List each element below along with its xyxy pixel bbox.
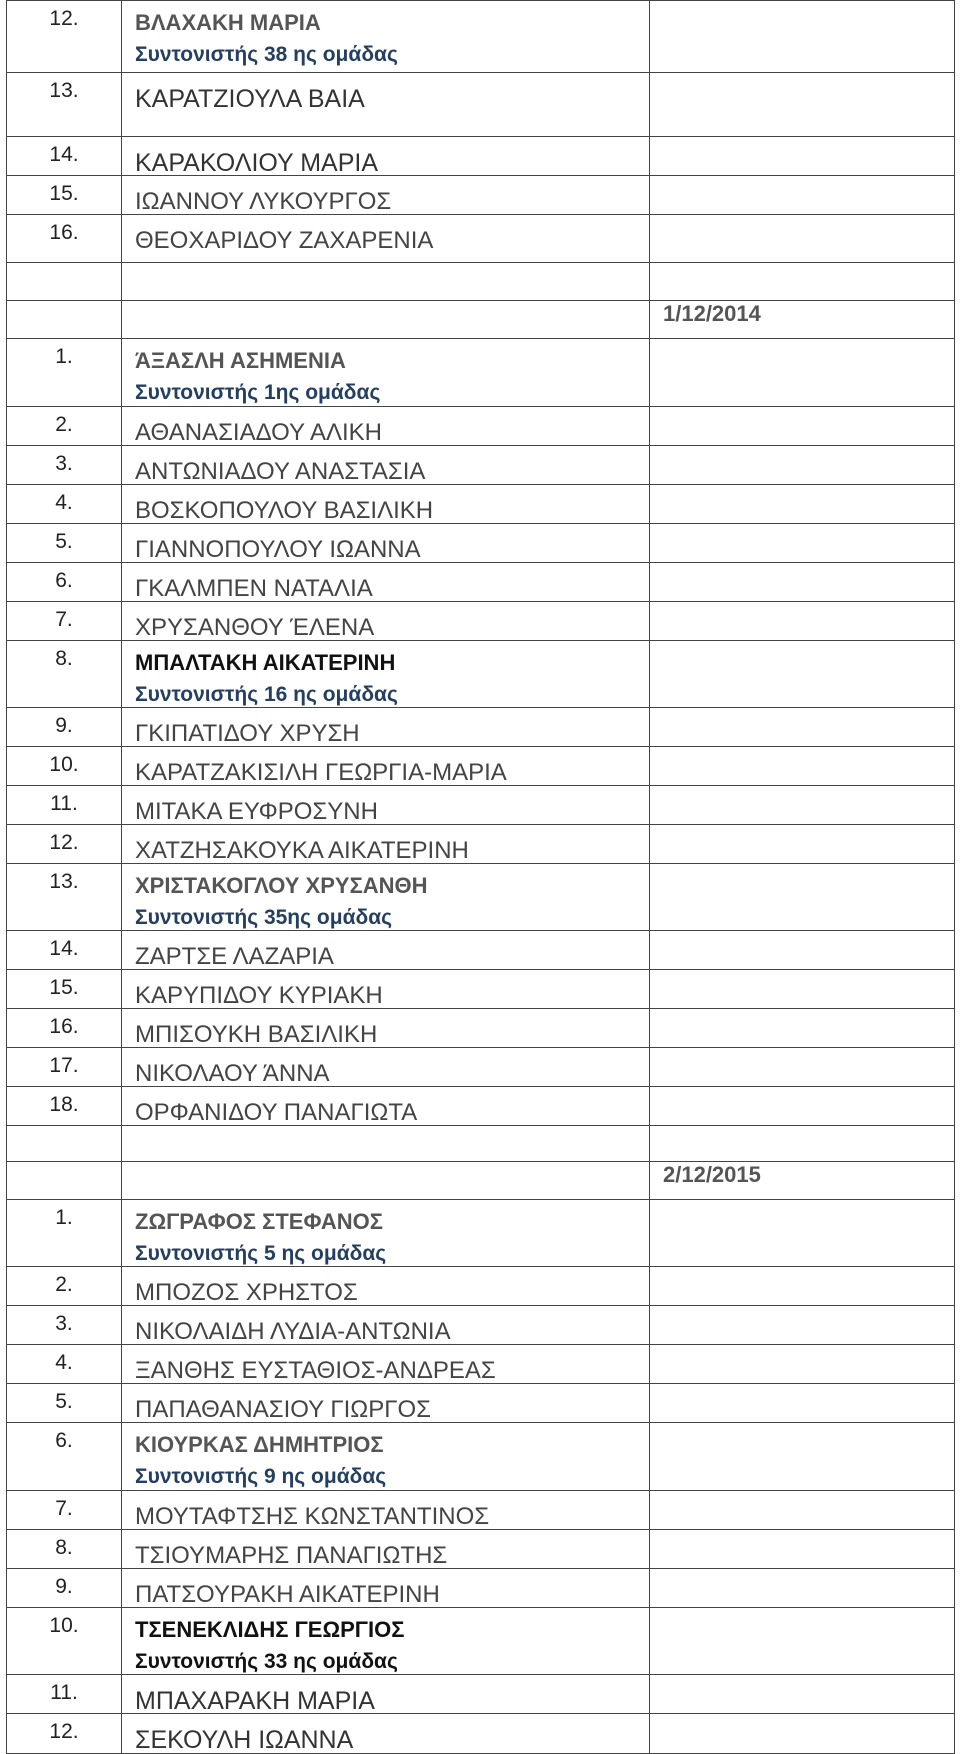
- member-name-cell: [122, 524, 650, 563]
- date-cell: [650, 485, 955, 524]
- date-cell: [650, 825, 955, 864]
- member-name: ΚΑΡΑΤΖΙΟΥΛΑ ΒΑΙΑ: [135, 85, 365, 113]
- date-cell: [650, 931, 955, 970]
- table-row: [7, 176, 955, 215]
- table-row: [7, 485, 955, 524]
- member-name-cell: [122, 864, 650, 931]
- table-row: [7, 708, 955, 747]
- row-number: 12.: [7, 825, 122, 864]
- member-name: ΓΚΑΛΜΠΕΝ ΝΑΤΑΛΙΑ: [135, 575, 373, 602]
- table-row: [7, 73, 955, 137]
- date-cell: [650, 215, 955, 263]
- member-name-cell: [122, 825, 650, 864]
- member-name: ΒΛΑΧΑΚΗ ΜΑΡΙΑ: [135, 10, 321, 35]
- table-row: [7, 970, 955, 1009]
- row-number: 9.: [7, 1569, 122, 1608]
- date-cell: [650, 1714, 955, 1754]
- member-name: ΘΕΟΧΑΡΙΔΟΥ ΖΑΧΑΡΕΝΙΑ: [135, 227, 434, 254]
- row-number: 11.: [7, 1675, 122, 1714]
- member-name-cell: [122, 1530, 650, 1569]
- member-name: ΝΙΚΟΛΑΟΥ ΆΝΝΑ: [135, 1060, 330, 1087]
- date-row: [7, 301, 955, 339]
- member-name-cell: [122, 1087, 650, 1126]
- member-name: ΙΩΑΝΝΟΥ ΛΥΚΟΥΡΓΟΣ: [135, 188, 392, 215]
- date-cell: [650, 1423, 955, 1491]
- member-name: ΓΙΑΝΝΟΠΟΥΛΟΥ ΙΩΑΝΝΑ: [135, 536, 421, 563]
- row-number: 2.: [7, 407, 122, 446]
- member-name-cell: [122, 1491, 650, 1530]
- date-cell: [650, 407, 955, 446]
- member-name-cell: [122, 301, 650, 339]
- member-name: ΑΝΤΩΝΙΑΔΟΥ ΑΝΑΣΤΑΣΙΑ: [135, 458, 426, 485]
- row-number: 7.: [7, 1491, 122, 1530]
- member-name-cell: [122, 1048, 650, 1087]
- table-row: [7, 1569, 955, 1608]
- table-row: [7, 1491, 955, 1530]
- member-name-cell: [122, 137, 650, 176]
- date-cell: [650, 970, 955, 1009]
- table-row: [7, 1675, 955, 1714]
- member-name-cell: [122, 708, 650, 747]
- row-number: 15.: [7, 970, 122, 1009]
- member-name-cell: [122, 1126, 650, 1162]
- table-row: [7, 641, 955, 708]
- member-name-cell: [122, 485, 650, 524]
- date-cell: [650, 73, 955, 137]
- member-name: ΤΣΙΟΥΜΑΡΗΣ ΠΑΝΑΓΙΩΤΗΣ: [135, 1542, 448, 1569]
- member-name-cell: [122, 786, 650, 825]
- row-number: 18.: [7, 1087, 122, 1126]
- table-row: [7, 602, 955, 641]
- table-row: [7, 215, 955, 263]
- table-row: [7, 446, 955, 485]
- row-number: 8.: [7, 641, 122, 708]
- row-number: [7, 1162, 122, 1200]
- row-number: [7, 263, 122, 301]
- row-number: 14.: [7, 931, 122, 970]
- date-cell: [650, 176, 955, 215]
- member-name-cell: [122, 263, 650, 301]
- table-row: [7, 1608, 955, 1675]
- member-name-cell: [122, 1, 650, 73]
- date-cell: [650, 1569, 955, 1608]
- table-row: [7, 825, 955, 864]
- row-number: 13.: [7, 864, 122, 931]
- table-row: [7, 1530, 955, 1569]
- member-name-cell: [122, 970, 650, 1009]
- row-number: 4.: [7, 1345, 122, 1384]
- row-number: 16.: [7, 215, 122, 263]
- date-cell: [650, 524, 955, 563]
- table-row: [7, 1384, 955, 1423]
- table-row: [7, 339, 955, 407]
- coordinator-label: Συντονιστής 38 ης ομάδας: [135, 43, 398, 66]
- blank-row: [7, 263, 955, 301]
- coordinator-label: Συντονιστής 16 ης ομάδας: [135, 683, 398, 706]
- member-name-cell: [122, 1675, 650, 1714]
- member-name: ΚΑΡΑΤΖΑΚΙΣΙΛΗ ΓΕΩΡΓΙΑ-ΜΑΡΙΑ: [135, 759, 507, 786]
- member-name-cell: [122, 1162, 650, 1200]
- coordinator-label: Συντονιστής 33 ης ομάδας: [135, 1650, 398, 1673]
- member-name: ΚΑΡΑΚΟΛΙΟΥ ΜΑΡΙΑ: [135, 149, 378, 177]
- date-cell: [650, 1200, 955, 1267]
- member-name-cell: [122, 1306, 650, 1345]
- date-cell: [650, 708, 955, 747]
- row-number: 10.: [7, 1608, 122, 1675]
- date-cell: [650, 1009, 955, 1048]
- member-name-cell: [122, 563, 650, 602]
- table-row: [7, 1423, 955, 1491]
- table-row: [7, 786, 955, 825]
- table-row: [7, 864, 955, 931]
- date-cell: [650, 1384, 955, 1423]
- row-number: [7, 301, 122, 339]
- date-cell: [650, 563, 955, 602]
- date-cell: [650, 864, 955, 931]
- date-cell: [650, 1491, 955, 1530]
- member-name-cell: [122, 1200, 650, 1267]
- date-cell: [650, 786, 955, 825]
- row-number: 17.: [7, 1048, 122, 1087]
- row-number: [7, 1126, 122, 1162]
- member-name-cell: [122, 1423, 650, 1491]
- date-cell: [650, 1048, 955, 1087]
- date-cell: [650, 1, 955, 73]
- member-name-cell: [122, 931, 650, 970]
- date-cell: [650, 339, 955, 407]
- date-cell: [650, 137, 955, 176]
- table-row: [7, 1306, 955, 1345]
- date-cell: [650, 1675, 955, 1714]
- row-number: 15.: [7, 176, 122, 215]
- date-cell: [650, 1267, 955, 1306]
- roster-body: [7, 1, 955, 1754]
- table-row: [7, 407, 955, 446]
- row-number: 13.: [7, 73, 122, 137]
- member-name: ΜΠΟΖΟΣ ΧΡΗΣΤΟΣ: [135, 1279, 358, 1306]
- row-number: 7.: [7, 602, 122, 641]
- member-name: ΣΕΚΟΥΛΗ ΙΩΑΝΝΑ: [135, 1726, 354, 1754]
- date-cell: [650, 1345, 955, 1384]
- date-cell: [650, 641, 955, 708]
- date-cell: 2/12/2015: [650, 1162, 955, 1200]
- table-row: [7, 1009, 955, 1048]
- row-number: 2.: [7, 1267, 122, 1306]
- date-cell: [650, 747, 955, 786]
- table-row: [7, 1267, 955, 1306]
- table-row: [7, 1, 955, 73]
- table-row: [7, 1345, 955, 1384]
- table-row: [7, 1048, 955, 1087]
- row-number: 9.: [7, 708, 122, 747]
- member-name: ΆΞΑΣΛΗ ΑΣΗΜΕΝΙΑ: [135, 348, 346, 373]
- member-name-cell: [122, 641, 650, 708]
- date-cell: [650, 1530, 955, 1569]
- date-cell: [650, 446, 955, 485]
- date-cell: [650, 1306, 955, 1345]
- table-row: [7, 1087, 955, 1126]
- member-name: ΜΠΑΧΑΡΑΚΗ ΜΑΡΙΑ: [135, 1687, 375, 1715]
- date-cell: [650, 263, 955, 301]
- member-name: ΞΑΝΘΗΣ ΕΥΣΤΑΘΙΟΣ-ΑΝΔΡΕΑΣ: [135, 1357, 496, 1384]
- member-name-cell: [122, 1608, 650, 1675]
- member-name: ΜΠΙΣΟΥΚΗ ΒΑΣΙΛΙΚΗ: [135, 1021, 378, 1048]
- table-row: [7, 563, 955, 602]
- member-name: ΖΩΓΡΑΦΟΣ ΣΤΕΦΑΝΟΣ: [135, 1209, 383, 1234]
- member-name: ΟΡΦΑΝΙΔΟΥ ΠΑΝΑΓΙΩΤΑ: [135, 1099, 418, 1126]
- member-name-cell: [122, 176, 650, 215]
- coordinator-label: Συντονιστής 1ης ομάδας: [135, 381, 381, 404]
- member-name-cell: [122, 1569, 650, 1608]
- row-number: 1.: [7, 339, 122, 407]
- table-row: [7, 1714, 955, 1754]
- blank-row: [7, 1126, 955, 1162]
- member-name: ΓΚΙΠΑΤΙΔΟΥ ΧΡΥΣΗ: [135, 720, 360, 747]
- row-number: 5.: [7, 524, 122, 563]
- member-name: ΝΙΚΟΛΑΙΔΗ ΛΥΔΙΑ-ΑΝΤΩΝΙΑ: [135, 1318, 451, 1345]
- coordinator-label: Συντονιστής 5 ης ομάδας: [135, 1242, 387, 1265]
- date-cell: [650, 1087, 955, 1126]
- row-number: 8.: [7, 1530, 122, 1569]
- member-name: ΜΙΤΑΚΑ ΕΥΦΡΟΣΥΝΗ: [135, 798, 378, 825]
- member-name: ΠΑΠΑΘΑΝΑΣΙΟΥ ΓΙΩΡΓΟΣ: [135, 1396, 431, 1423]
- member-name-cell: [122, 215, 650, 263]
- member-name: ΠΑΤΣΟΥΡΑΚΗ ΑΙΚΑΤΕΡΙΝΗ: [135, 1581, 440, 1608]
- row-number: 16.: [7, 1009, 122, 1048]
- member-name-cell: [122, 1714, 650, 1754]
- member-name: ΧΡΙΣΤΑΚΟΓΛΟΥ ΧΡΥΣΑΝΘΗ: [135, 873, 428, 898]
- date-cell: [650, 1608, 955, 1675]
- member-name-cell: [122, 1345, 650, 1384]
- table-row: [7, 1200, 955, 1267]
- member-name: ΜΠΑΛΤΑΚΗ ΑΙΚΑΤΕΡΙΝΗ: [135, 650, 396, 675]
- member-name: ΜΟΥΤΑΦΤΣΗΣ ΚΩΝΣΤΑΝΤΙΝΟΣ: [135, 1503, 490, 1530]
- row-number: 12.: [7, 1, 122, 73]
- table-row: [7, 747, 955, 786]
- member-name-cell: [122, 407, 650, 446]
- roster-table: [6, 0, 955, 1754]
- row-number: 3.: [7, 1306, 122, 1345]
- row-number: 11.: [7, 786, 122, 825]
- member-name: ΧΡΥΣΑΝΘΟΥ ΈΛΕΝΑ: [135, 614, 375, 641]
- date-cell: [650, 602, 955, 641]
- member-name: ΚΑΡΥΠΙΔΟΥ ΚΥΡΙΑΚΗ: [135, 982, 383, 1009]
- date-row: [7, 1162, 955, 1200]
- row-number: 14.: [7, 137, 122, 176]
- date-cell: 1/12/2014: [650, 301, 955, 339]
- row-number: 10.: [7, 747, 122, 786]
- member-name-cell: [122, 1384, 650, 1423]
- member-name: ΤΣΕΝΕΚΛΙΔΗΣ ΓΕΩΡΓΙΟΣ: [135, 1617, 405, 1642]
- row-number: 6.: [7, 563, 122, 602]
- member-name-cell: [122, 747, 650, 786]
- member-name-cell: [122, 602, 650, 641]
- row-number: 6.: [7, 1423, 122, 1491]
- member-name: ΚΙΟΥΡΚΑΣ ΔΗΜΗΤΡΙΟΣ: [135, 1432, 384, 1457]
- member-name-cell: [122, 446, 650, 485]
- member-name-cell: [122, 73, 650, 137]
- row-number: 12.: [7, 1714, 122, 1754]
- member-name: ΒΟΣΚΟΠΟΥΛΟΥ ΒΑΣΙΛΙΚΗ: [135, 497, 434, 524]
- row-number: 1.: [7, 1200, 122, 1267]
- row-number: 5.: [7, 1384, 122, 1423]
- member-name: ΖΑΡΤΣΕ ΛΑΖΑΡΙΑ: [135, 943, 334, 970]
- table-row: [7, 137, 955, 176]
- date-cell: [650, 1126, 955, 1162]
- table-row: [7, 931, 955, 970]
- coordinator-label: Συντονιστής 9 ης ομάδας: [135, 1465, 387, 1488]
- coordinator-label: Συντονιστής 35ης ομάδας: [135, 906, 393, 929]
- member-name-cell: [122, 1009, 650, 1048]
- member-name-cell: [122, 1267, 650, 1306]
- member-name: ΑΘΑΝΑΣΙΑΔΟΥ ΑΛΙΚΗ: [135, 419, 382, 446]
- member-name: ΧΑΤΖΗΣΑΚΟΥΚΑ ΑΙΚΑΤΕΡΙΝΗ: [135, 837, 469, 864]
- row-number: 3.: [7, 446, 122, 485]
- member-name-cell: [122, 339, 650, 407]
- table-row: [7, 524, 955, 563]
- row-number: 4.: [7, 485, 122, 524]
